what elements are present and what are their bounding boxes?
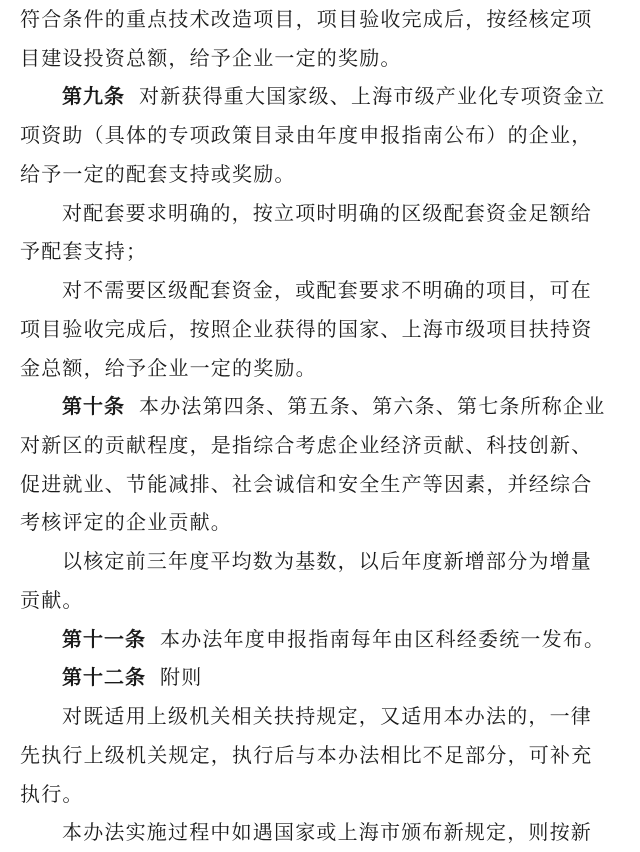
text-line: [20, 349, 624, 388]
text-line: [20, 39, 624, 78]
text-line: [20, 155, 624, 194]
line-text: 予配套支持；: [20, 239, 148, 264]
line-text: 促进就业、节能减排、社会诚信和安全生产等因素，并经综合: [20, 471, 593, 496]
line-text: 附则: [160, 665, 203, 690]
article-heading: 第九条: [62, 84, 125, 109]
text-line: [20, 232, 624, 271]
line-text: 执行。: [20, 781, 84, 806]
line-text: 本办法第四条、第五条、第六条、第七条所称企业: [139, 394, 606, 419]
article-11-line: [62, 620, 624, 659]
line-text: 符合条件的重点技术改造项目，项目验收完成后，按经核定项: [20, 7, 593, 31]
line-text: 考核评定的企业贡献。: [20, 510, 232, 535]
article-9-line: [62, 77, 624, 116]
line-text: 对既适用上级机关相关扶持规定，又适用本办法的，一律: [62, 704, 592, 729]
text-line: [62, 542, 624, 581]
article-heading: 第十二条: [62, 665, 146, 690]
line-text: 金总额，给予企业一定的奖励。: [20, 355, 317, 380]
text-line: [62, 271, 624, 310]
text-line: [20, 116, 624, 155]
article-heading: 第十条: [62, 394, 125, 419]
line-text: 本办法实施过程中如遇国家或上海市颁布新规定，则按新: [62, 820, 592, 845]
line-text: 对新区的贡献程度，是指综合考虑企业经济贡献、科技创新、: [20, 433, 593, 457]
line-text: 以核定前三年度平均数为基数，以后年度新增部分为增量: [62, 549, 592, 574]
line-text: 对不需要区级配套资金，或配套要求不明确的项目，可在: [62, 278, 592, 303]
text-line: [20, 465, 624, 504]
text-line: [62, 194, 624, 233]
text-line: [20, 0, 624, 39]
article-10-line: [62, 387, 624, 426]
text-line: [20, 736, 624, 775]
line-text: 目建设投资总额，给予企业一定的奖励。: [20, 45, 402, 70]
text-line: [20, 581, 624, 620]
text-line: [20, 503, 624, 542]
line-text: 对新获得重大国家级、上海市级产业化专项资金立: [139, 84, 606, 109]
line-text: 项目验收完成后，按照企业获得的国家、上海市级项目扶持资: [20, 316, 593, 341]
line-text: 先执行上级机关规定，执行后与本办法相比不足部分，可补充: [20, 742, 593, 767]
line-text: 项资助（具体的专项政策目录由年度申报指南公布）的企业，: [20, 123, 593, 148]
line-text: 给予一定的配套支持或奖励。: [20, 161, 296, 186]
article-12-line: [62, 658, 624, 697]
text-line: [20, 310, 624, 349]
line-text: 本办法年度申报指南每年由区科经委统一发布。: [160, 626, 606, 651]
text-line: [20, 426, 624, 465]
text-line: [20, 775, 624, 814]
line-text: 对配套要求明确的，按立项时明确的区级配套资金足额给: [62, 200, 592, 225]
article-heading: 第十一条: [62, 626, 146, 651]
line-text: 贡献。: [20, 587, 84, 612]
text-line: [62, 697, 624, 736]
text-line: [62, 813, 624, 852]
